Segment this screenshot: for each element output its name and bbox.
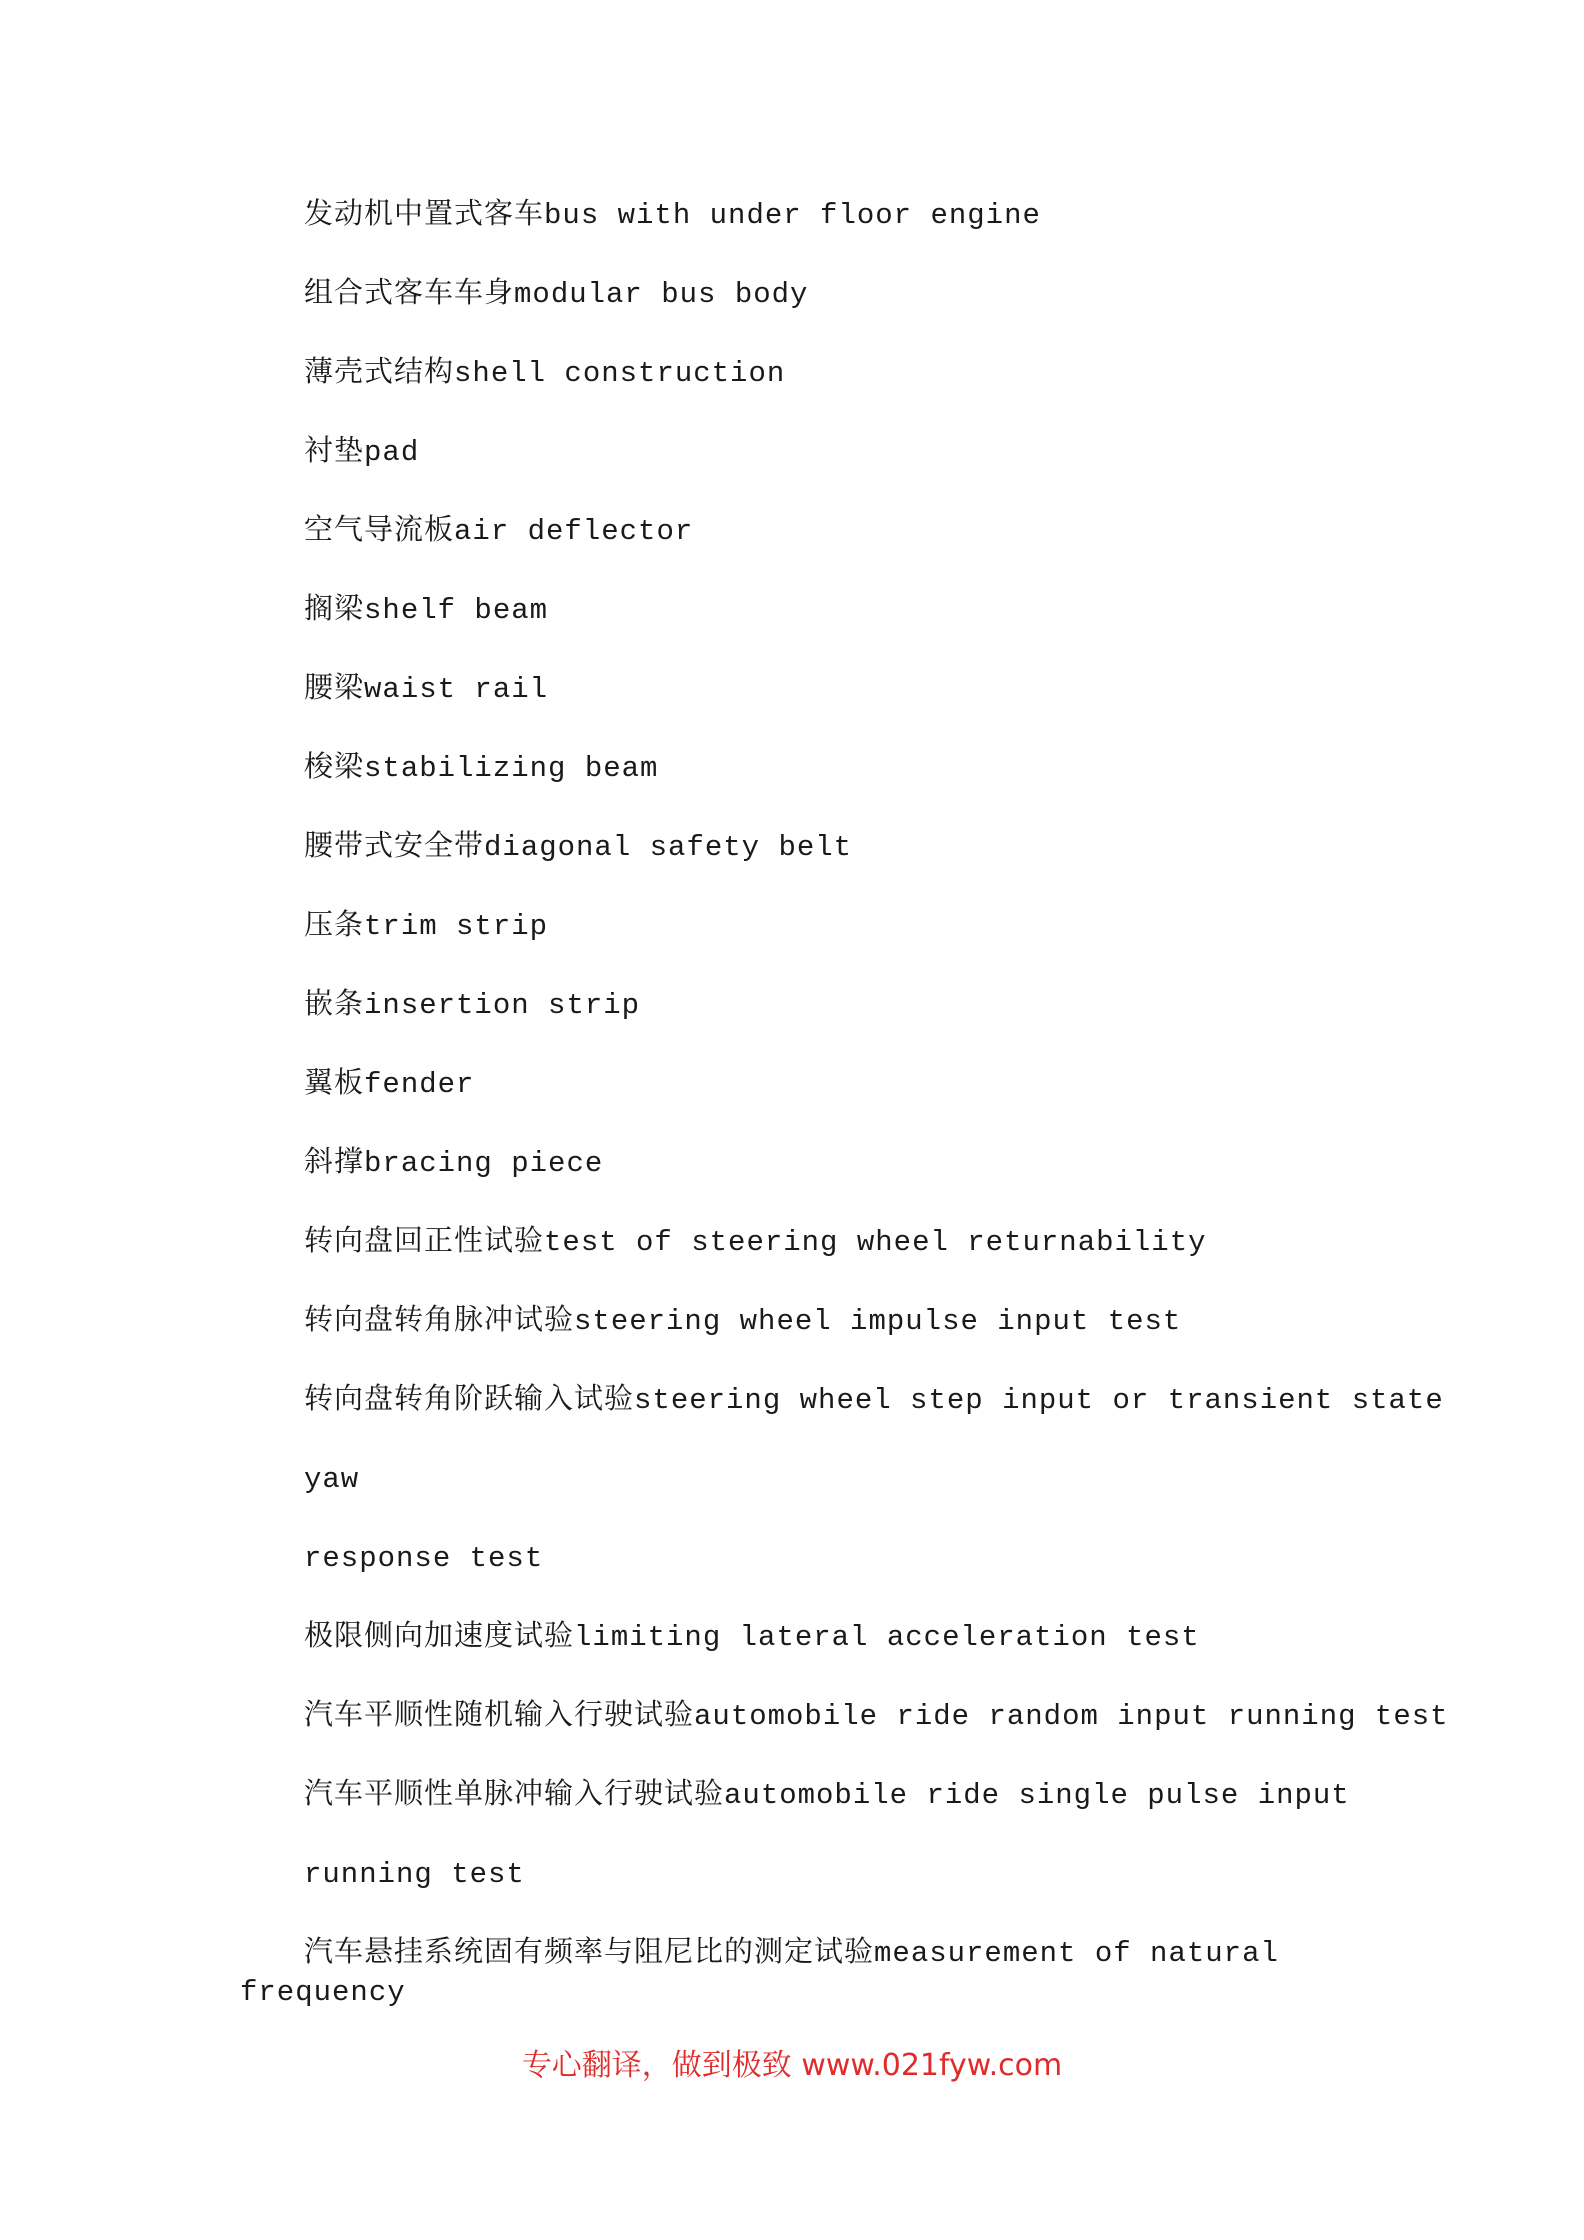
term-english: air deflector xyxy=(454,515,694,548)
term-chinese: 汽车悬挂系统固有频率与阻尼比的测定试验 xyxy=(304,1934,875,1968)
term-chinese: 衬垫 xyxy=(304,433,365,467)
term-english: waist rail xyxy=(364,673,549,706)
glossary-entry xyxy=(304,1683,1449,1762)
term-english: fender xyxy=(364,1068,475,1101)
term-english: limiting lateral acceleration test xyxy=(574,1621,1200,1654)
glossary-entry xyxy=(304,1841,1404,1920)
glossary-entry xyxy=(304,1051,1404,1130)
continuation-line: frequency xyxy=(240,1976,406,2009)
glossary-entry xyxy=(304,656,1404,735)
term-english: running test xyxy=(304,1858,525,1891)
glossary-entry xyxy=(304,261,1404,340)
term-chinese: 梭梁 xyxy=(304,749,365,783)
glossary-entry xyxy=(304,1604,1404,1683)
term-chinese: 嵌条 xyxy=(304,986,365,1020)
term-english: insertion strip xyxy=(364,989,641,1022)
term-chinese: 发动机中置式客车 xyxy=(304,196,545,230)
term-english: yaw xyxy=(304,1463,360,1496)
term-chinese: 转向盘回正性试验 xyxy=(304,1223,545,1257)
glossary-entry xyxy=(304,893,1404,972)
term-chinese: 组合式客车车身 xyxy=(304,275,515,309)
glossary-entry xyxy=(304,1130,1404,1209)
glossary-entry xyxy=(304,1920,1404,1999)
glossary-entry xyxy=(304,735,1404,814)
term-chinese: 腰梁 xyxy=(304,670,365,704)
term-chinese: 腰带式安全带 xyxy=(304,828,485,862)
glossary-entry xyxy=(304,498,1404,577)
term-english: shelf beam xyxy=(364,594,549,627)
term-chinese: 斜撑 xyxy=(304,1144,365,1178)
glossary-entry xyxy=(304,1288,1404,1367)
term-english: diagonal safety belt xyxy=(484,831,853,864)
term-english: stabilizing beam xyxy=(364,752,659,785)
term-english: bracing piece xyxy=(364,1147,604,1180)
term-chinese: 翼板 xyxy=(304,1065,365,1099)
glossary-entry xyxy=(304,972,1404,1051)
term-english: automobile ride random input running test xyxy=(694,1700,1449,1733)
term-english: pad xyxy=(364,436,420,469)
glossary-entry xyxy=(304,182,1404,261)
term-chinese: 薄壳式结构 xyxy=(304,354,455,388)
term-chinese: 汽车平顺性随机输入行驶试验 xyxy=(304,1697,695,1731)
glossary-entry xyxy=(304,814,1404,893)
footer-tagline: 专心翻译，做到极致 www.021fyw.com xyxy=(521,2048,1063,2083)
glossary-entry xyxy=(304,1367,1444,1446)
term-english: automobile ride single pulse input xyxy=(724,1779,1350,1812)
term-english: modular bus body xyxy=(514,278,809,311)
term-english: steering wheel impulse input test xyxy=(574,1305,1182,1338)
term-english: test of steering wheel returnability xyxy=(544,1226,1207,1259)
glossary-entry xyxy=(304,1446,1404,1525)
term-chinese: 转向盘转角脉冲试验 xyxy=(304,1302,575,1336)
term-english: measurement of natural xyxy=(874,1937,1279,1970)
term-chinese: 空气导流板 xyxy=(304,512,455,546)
glossary-entry xyxy=(304,340,1404,419)
term-english: shell construction xyxy=(454,357,786,390)
term-english: bus with under floor engine xyxy=(544,199,1041,232)
glossary-entry xyxy=(304,1525,1404,1604)
glossary-entry xyxy=(304,419,1404,498)
term-english: trim strip xyxy=(364,910,549,943)
term-chinese: 压条 xyxy=(304,907,365,941)
term-chinese: 汽车平顺性单脉冲输入行驶试验 xyxy=(304,1776,725,1810)
glossary-entry xyxy=(304,1209,1404,1288)
term-english: steering wheel step input or transient state xyxy=(634,1384,1444,1417)
term-english: response test xyxy=(304,1542,544,1575)
glossary-entry xyxy=(304,1762,1404,1841)
term-chinese: 搁梁 xyxy=(304,591,365,625)
glossary-entry xyxy=(304,577,1404,656)
term-chinese: 转向盘转角阶跃输入试验 xyxy=(304,1381,635,1415)
glossary-list xyxy=(304,182,1449,1999)
term-chinese: 极限侧向加速度试验 xyxy=(304,1618,575,1652)
